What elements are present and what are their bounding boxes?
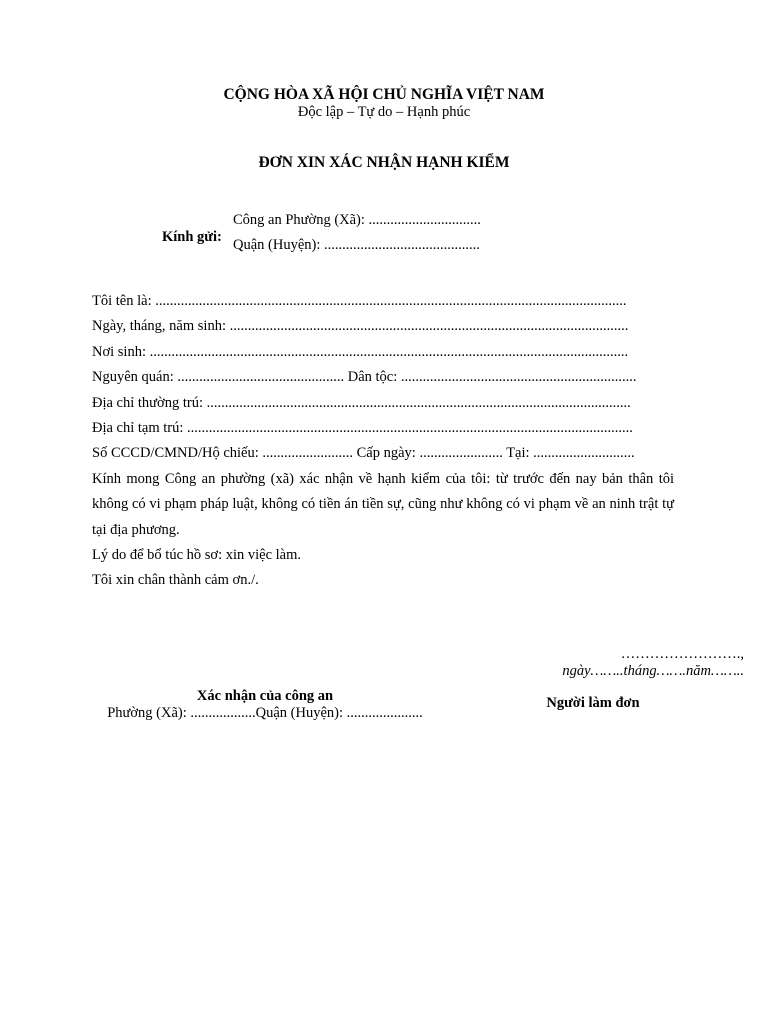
field-date-of-birth: Ngày, tháng, năm sinh: .............................................................................................................. bbox=[92, 318, 629, 335]
field-place-of-birth: Nơi sinh: .................................................................................................................................... bbox=[92, 343, 629, 360]
signing-date: ngày……..tháng…….năm…….. bbox=[562, 663, 744, 679]
document-title: ĐƠN XIN XÁC NHẬN HẠNH KIỂM bbox=[258, 154, 510, 171]
field-permanent-address: Địa chỉ thường trú: ..................................................................................................................... bbox=[92, 394, 631, 411]
form-body bbox=[92, 289, 674, 594]
field-temporary-address: Địa chỉ tạm trú: ........................................................................................................................... bbox=[92, 420, 633, 437]
applicant-signature-label: Người làm đơn bbox=[546, 695, 640, 711]
national-motto: Độc lập – Tự do – Hạnh phúc bbox=[297, 104, 471, 120]
recipient-label: Kính gửi: bbox=[162, 229, 222, 245]
thanks-line: Tôi xin chân thành cảm ơn./. bbox=[92, 572, 259, 589]
police-confirmation-location: Phường (Xã): ..................Quận (Huyện): ..................... bbox=[107, 705, 423, 721]
recipient-district: Quận (Huyện): ........................................... bbox=[233, 237, 480, 253]
field-id-number: Số CCCD/CMND/Hộ chiếu: ......................... Cấp ngày: ....................... Tại: ............................ bbox=[92, 445, 635, 462]
field-full-name: Tôi tên là: .................................................................................................................................. bbox=[92, 293, 627, 309]
police-confirmation-title: Xác nhận của công an bbox=[196, 688, 334, 704]
request-paragraph: Kính mong Công an phường (xã) xác nhận về hạnh kiểm của tôi: từ trước đến nay bản thân tôi không có vi phạm pháp luật, không có tiền án tiền sự, cũng như không có vi phạm về an ninh trật tự tại địa phương. bbox=[92, 470, 674, 538]
field-origin-ethnicity: Nguyên quán: .............................................. Dân tộc: ................................................................. bbox=[92, 369, 637, 386]
reason-line: Lý do để bổ túc hồ sơ: xin việc làm. bbox=[92, 547, 302, 564]
national-title: CỘNG HÒA XÃ HỘI CHỦ NGHĨA VIỆT NAM bbox=[223, 86, 545, 103]
signing-place: ……………………., bbox=[620, 646, 744, 662]
recipient-ward: Công an Phường (Xã): ............................... bbox=[233, 212, 481, 228]
